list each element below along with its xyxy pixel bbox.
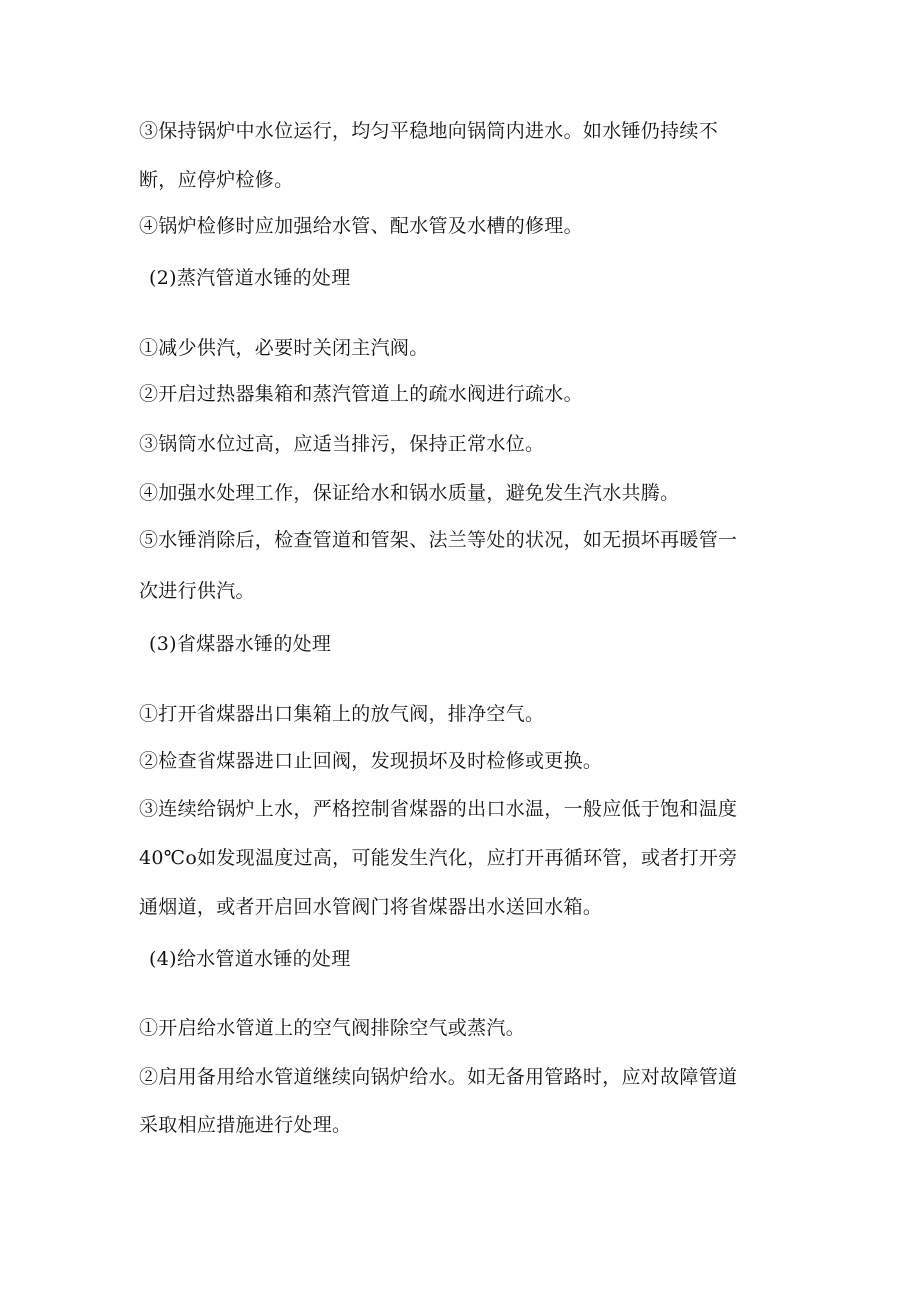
section-heading-2: (2)蒸汽管道水锤的处理 [149, 267, 351, 289]
text-line: ②检查省煤器进口止回阀，发现损坏及时检修或更换。 [139, 750, 603, 772]
text-line: 40℃o如发现温度过高，可能发生汽化，应打开再循环管，或者打开旁 [139, 847, 738, 869]
text-line: ①打开省煤器出口集箱上的放气阀，排净空气。 [139, 703, 545, 725]
text-line: ⑤水锤消除后，检查管道和管架、法兰等处的状况，如无损坏再暖管一 [139, 529, 738, 551]
section-heading-3: (3)省煤器水锤的处理 [149, 633, 332, 655]
text-line: ③连续给锅炉上水，严格控制省煤器的出口水温，一般应低于饱和温度 [139, 798, 738, 820]
text-line: 通烟道，或者开启回水管阀门将省煤器出水送回水箱。 [139, 896, 603, 918]
text-line: ④锅炉检修时应加强给水管、配水管及水槽的修理。 [139, 215, 583, 237]
text-line: ④加强水处理工作，保证给水和锅水质量，避免发生汽水共腾。 [139, 482, 680, 504]
text-line: ③锅筒水位过高，应适当排污，保持正常水位。 [139, 433, 545, 455]
section-heading-4: (4)给水管道水锤的处理 [149, 948, 351, 970]
text-line: ①开启给水管道上的空气阀排除空气或蒸汽。 [139, 1017, 526, 1039]
text-line: ①减少供汽，必要时关闭主汽阀。 [139, 337, 429, 359]
text-line: 次进行供汽。 [139, 580, 255, 602]
text-line: 断，应停炉检修。 [139, 169, 294, 191]
text-line: ②开启过热器集箱和蒸汽管道上的疏水阀进行疏水。 [139, 383, 583, 405]
text-line: ②启用备用给水管道继续向锅炉给水。如无备用管路时，应对故障管道 [139, 1066, 738, 1088]
text-line: 采取相应措施进行处理。 [139, 1114, 352, 1136]
text-line: ③保持锅炉中水位运行，均匀平稳地向锅筒内进水。如水锤仍持续不 [139, 120, 719, 142]
